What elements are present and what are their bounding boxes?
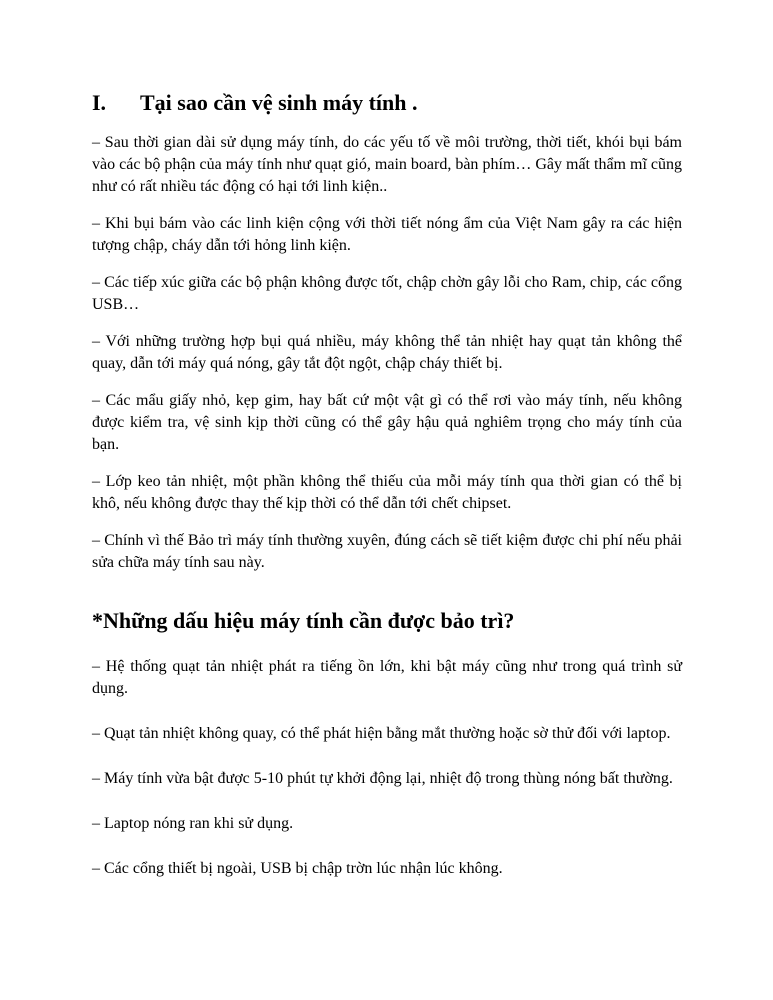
section-1-paragraph: – Khi bụi bám vào các linh kiện cộng với thời tiết nóng ẩm của Việt Nam gây ra các hiện tượng chập, cháy dẫn tới hỏng linh kiện.	[92, 215, 682, 254]
document-page	[92, 88, 682, 903]
section-2-paragraph: – Quạt tản nhiệt không quay, có thể phát hiện bằng mắt thường hoặc sờ thử đối với laptop.	[92, 725, 671, 742]
section-1-number: I.	[92, 90, 107, 115]
section-2-paragraph: – Máy tính vừa bật được 5-10 phút tự khởi động lại, nhiệt độ trong thùng nóng bất thường.	[92, 770, 673, 787]
section-1-paragraph: – Lớp keo tản nhiệt, một phần không thể thiếu của mỗi máy tính qua thời gian có thể bị khô, nếu không được thay thế kịp thời có thể dẫn tới chết chipset.	[92, 473, 682, 512]
section-1-paragraph: – Với những trường hợp bụi quá nhiều, máy không thể tản nhiệt hay quạt tản không thể quay, dẫn tới máy quá nóng, gây tắt đột ngột, chập cháy thiết bị.	[92, 333, 682, 372]
section-2-heading: *Những dấu hiệu máy tính cần được bảo trì?	[92, 608, 515, 633]
section-1-paragraph: – Các mẩu giấy nhỏ, kẹp gim, hay bất cứ một vật gì có thể rơi vào máy tính, nếu không được kiểm tra, vệ sinh kịp thời cũng có thể gây hậu quả nghiêm trọng cho máy tính của bạn.	[92, 392, 682, 453]
section-1-heading	[92, 88, 682, 118]
section-2-paragraph: – Laptop nóng ran khi sử dụng.	[92, 815, 294, 832]
section-2-paragraph: – Hệ thống quạt tản nhiệt phát ra tiếng ồn lớn, khi bật máy cũng như trong quá trình sử dụng.	[92, 658, 682, 697]
section-1-paragraph: – Sau thời gian dài sử dụng máy tính, do các yếu tố về môi trường, thời tiết, khói bụi bám vào các bộ phận của máy tính như quạt gió, main board, bàn phím… Gây mất thẩm mĩ cũng như có rất nhiều tác động có hại tới linh kiện..	[92, 134, 682, 195]
section-2-body	[92, 656, 682, 880]
section-2-paragraph: – Các cổng thiết bị ngoài, USB bị chập trờn lúc nhận lúc không.	[92, 860, 503, 877]
section-1-paragraph: – Các tiếp xúc giữa các bộ phận không được tốt, chập chờn gây lỗi cho Ram, chip, các cổng USB…	[92, 274, 682, 313]
section-1-paragraph: – Chính vì thế Bảo trì máy tính thường xuyên, đúng cách sẽ tiết kiệm được chi phí nếu phải sửa chữa máy tính sau này.	[92, 532, 682, 571]
section-1-title: Tại sao cần vệ sinh máy tính .	[140, 90, 418, 115]
